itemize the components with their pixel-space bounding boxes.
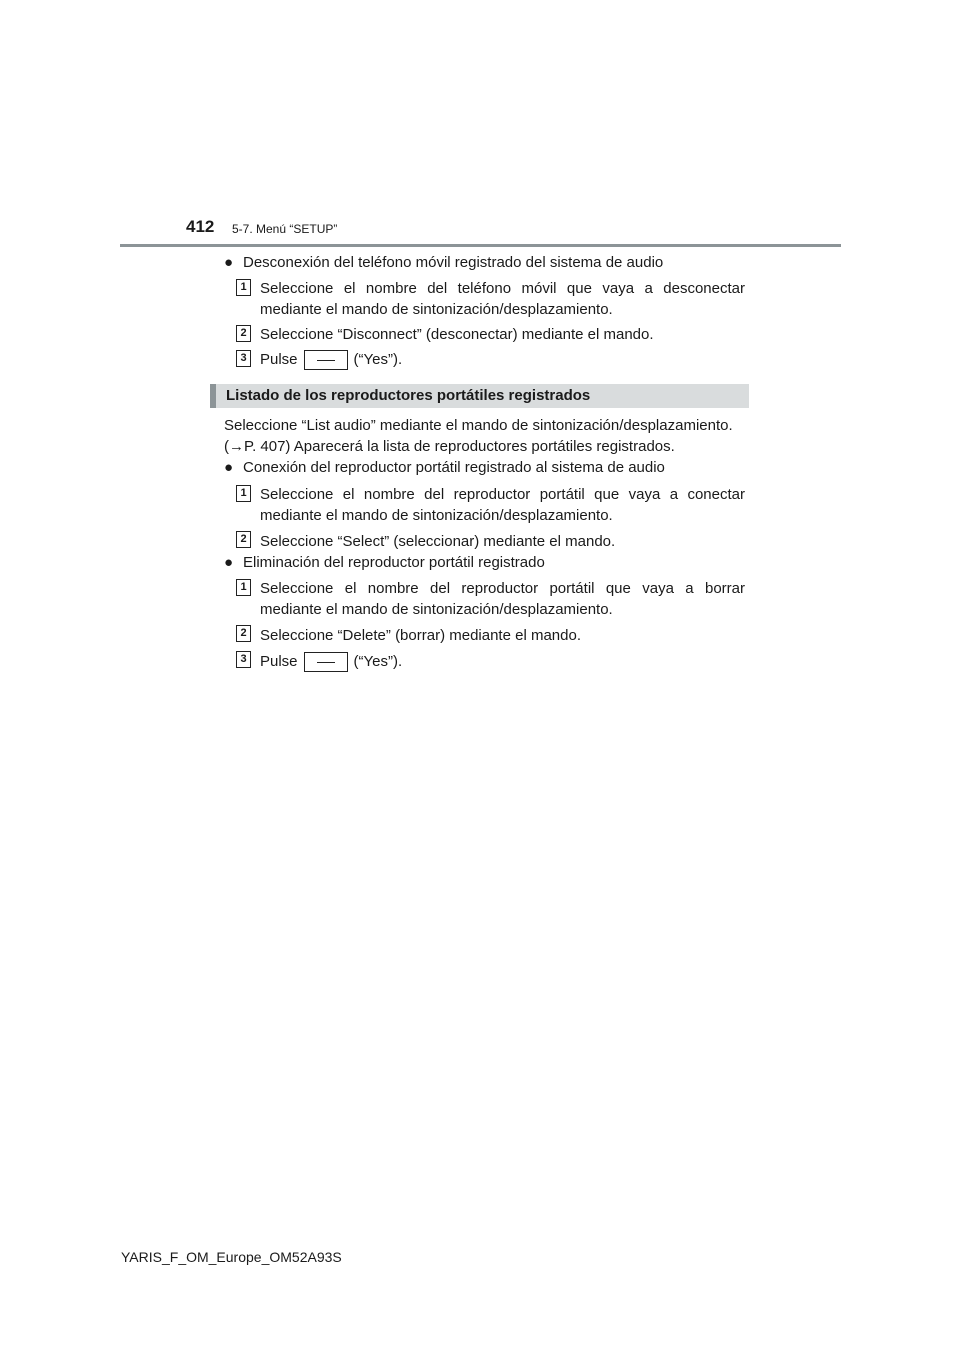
- step-badge-1: 1: [236, 579, 251, 596]
- bullet-icon: ●: [224, 554, 234, 571]
- step-text: Seleccione “Delete” (borrar) mediante el mando.: [260, 627, 581, 644]
- yes-label: (“Yes”).: [353, 653, 403, 670]
- step-badge-1: 1: [236, 279, 251, 296]
- yes-label: (“Yes”).: [353, 351, 403, 368]
- step-text: [260, 350, 402, 370]
- bullet-icon: ●: [224, 459, 234, 476]
- step-text: Seleccione el nombre del reproductor portátil que vaya a borrar: [260, 580, 745, 597]
- step-text: mediante el mando de sintonización/desplazamiento.: [260, 507, 613, 524]
- step-badge-3: 3: [236, 350, 251, 367]
- step-text: Seleccione el nombre del teléfono móvil que vaya a desconectar: [260, 280, 745, 297]
- bullet-icon: ●: [224, 254, 234, 271]
- bullet-title: Eliminación del reproductor portátil registrado: [243, 554, 545, 571]
- yes-button-icon: [304, 652, 348, 672]
- page-number: 412: [186, 217, 215, 236]
- intro-text: Seleccione “List audio” mediante el mando de sintonización/desplazamiento.: [224, 417, 733, 434]
- step-badge-2: 2: [236, 531, 251, 548]
- step-badge-2: 2: [236, 625, 251, 642]
- step-text: mediante el mando de sintonización/desplazamiento.: [260, 601, 613, 618]
- step-badge-2: 2: [236, 325, 251, 342]
- pulse-label: Pulse: [260, 653, 298, 670]
- yes-button-icon: [304, 350, 348, 370]
- step-badge-3: 3: [236, 651, 251, 668]
- step-text: Seleccione “Select” (seleccionar) mediante el mando.: [260, 533, 616, 550]
- header-rule: [120, 244, 841, 247]
- step-text: Seleccione el nombre del reproductor portátil que vaya a conectar: [260, 486, 745, 503]
- bullet-title: Desconexión del teléfono móvil registrado del sistema de audio: [243, 254, 664, 271]
- step-badge-1: 1: [236, 485, 251, 502]
- section-reference: 5-7. Menú “SETUP”: [232, 222, 338, 236]
- section-heading: Listado de los reproductores portátiles registrados: [226, 387, 591, 404]
- step-text: mediante el mando de sintonización/desplazamiento.: [260, 301, 613, 318]
- section-heading-bar: [210, 384, 749, 408]
- step-text: [260, 652, 402, 672]
- step-text: Seleccione “Disconnect” (desconectar) mediante el mando.: [260, 326, 654, 343]
- pulse-label: Pulse: [260, 351, 298, 368]
- bullet-title: Conexión del reproductor portátil registrado al sistema de audio: [243, 459, 665, 476]
- intro-text: (→P. 407) Aparecerá la lista de reproductores portátiles registrados.: [224, 438, 675, 455]
- footer-doc-code: YARIS_F_OM_Europe_OM52A93S: [121, 1249, 342, 1265]
